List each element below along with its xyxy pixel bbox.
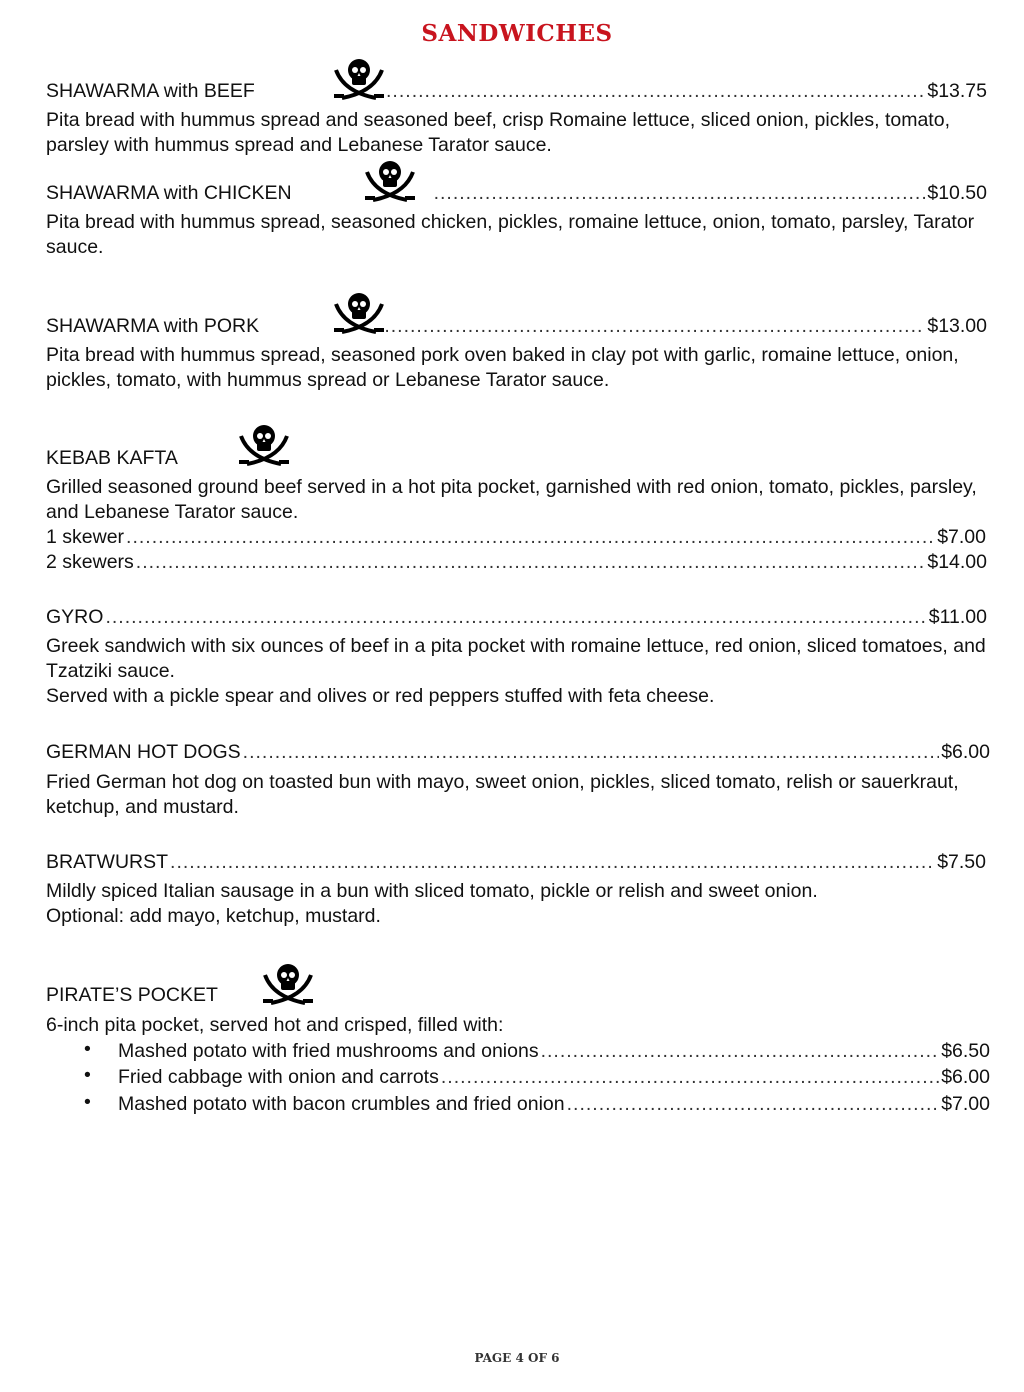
leader-dots (567, 1091, 940, 1117)
option-price: $7.00 (941, 1093, 990, 1115)
option-label: 2 skewers (46, 551, 134, 573)
skull-crossed-swords-icon (259, 961, 317, 1007)
leader-dots (541, 1038, 940, 1064)
item-name: SHAWARMA with CHICKEN (46, 182, 292, 204)
menu-item-pirates-pocket (46, 982, 987, 1008)
item-price: $13.00 (927, 315, 987, 337)
leader-dots (434, 180, 926, 206)
item-description: Grilled seasoned ground beef served in a hot pita pocket, garnished with red onion, tomato, pickles, parsley, and Lebanese Tarator sauce. (46, 476, 977, 524)
menu-item-bratwurst (46, 849, 986, 875)
menu-item-german-hot-dogs (46, 739, 990, 765)
leader-dots (365, 313, 925, 339)
item-name: GERMAN HOT DOGS (46, 741, 241, 763)
item-description: Pita bread with hummus spread, seasoned pork oven baked in clay pot with garlic, romaine lettuce, onion, pickles, tomato, with hummus spread or Lebanese Tarator sauce. (46, 344, 959, 392)
item-price: $10.50 (927, 182, 987, 204)
item-price: $6.00 (941, 741, 990, 763)
item-price: $13.75 (927, 80, 987, 102)
bullet-icon: • (84, 1038, 91, 1060)
option-row (118, 1091, 990, 1117)
leader-dots (367, 78, 926, 104)
option-row (118, 1064, 990, 1090)
skull-crossed-swords-icon (330, 56, 388, 102)
item-note: Optional: add mayo, ketchup, mustard. (46, 905, 381, 927)
menu-item-shawarma-chicken (46, 180, 987, 206)
option-row (46, 549, 987, 575)
item-description: Pita bread with hummus spread and seasoned beef, crisp Romaine lettuce, sliced onion, pickles, tomato, parsley with hummus spread and Lebanese Tarator sauce. (46, 109, 950, 157)
item-description: Fried German hot dog on toasted bun with mayo, sweet onion, pickles, sliced tomato, relish or sauerkraut, ketchup, and mustard. (46, 771, 959, 819)
page-number: PAGE 4 OF 6 (474, 1351, 560, 1365)
bullet-icon: • (84, 1064, 91, 1086)
item-name: PIRATE’S POCKET (46, 984, 218, 1006)
option-label: Fried cabbage with onion and carrots (118, 1066, 439, 1088)
leader-dots (126, 524, 935, 550)
item-note: Served with a pickle spear and olives or red peppers stuffed with feta cheese. (46, 685, 715, 707)
item-price: $11.00 (928, 606, 987, 628)
item-description: Mildly spiced Italian sausage in a bun with sliced tomato, pickle or relish and sweet onion. (46, 880, 818, 902)
option-price: $7.00 (937, 526, 986, 548)
item-name: KEBAB KAFTA (46, 447, 178, 469)
bullet-icon: • (84, 1091, 91, 1113)
item-description: Greek sandwich with six ounces of beef in a pita pocket with romaine lettuce, red onion, sliced tomatoes, and Tzatziki sauce. (46, 635, 986, 683)
skull-crossed-swords-icon (330, 290, 388, 336)
menu-item-gyro (46, 604, 987, 630)
option-price: $6.50 (941, 1040, 990, 1062)
option-row (46, 524, 986, 550)
item-name: GYRO (46, 606, 104, 628)
leader-dots (441, 1064, 939, 1090)
menu-item-shawarma-pork (46, 313, 987, 339)
item-name: BRATWURST (46, 851, 169, 873)
skull-crossed-swords-icon (361, 158, 419, 204)
page-title: SANDWICHES (421, 20, 613, 47)
option-price: $14.00 (927, 551, 987, 573)
item-name: SHAWARMA with PORK (46, 315, 260, 337)
option-label: 1 skewer (46, 526, 125, 548)
item-description: Pita bread with hummus spread, seasoned chicken, pickles, romaine lettuce, onion, tomato, parsley, Tarator sauce. (46, 211, 975, 259)
option-label: Mashed potato with fried mushrooms and onions (118, 1040, 539, 1062)
menu-item-shawarma-beef (46, 78, 987, 104)
leader-dots (170, 849, 935, 875)
option-row (118, 1038, 990, 1064)
item-price: $7.50 (937, 851, 986, 873)
item-description: 6-inch pita pocket, served hot and crisped, filled with: (46, 1014, 504, 1036)
leader-dots (243, 739, 940, 765)
option-label: Mashed potato with bacon crumbles and fried onion (118, 1093, 565, 1115)
item-name: SHAWARMA with BEEF (46, 80, 255, 102)
menu-item-kebab-kafta (46, 445, 987, 471)
leader-dots (136, 549, 926, 575)
leader-dots (105, 604, 926, 630)
skull-crossed-swords-icon (235, 422, 293, 468)
option-price: $6.00 (941, 1066, 990, 1088)
